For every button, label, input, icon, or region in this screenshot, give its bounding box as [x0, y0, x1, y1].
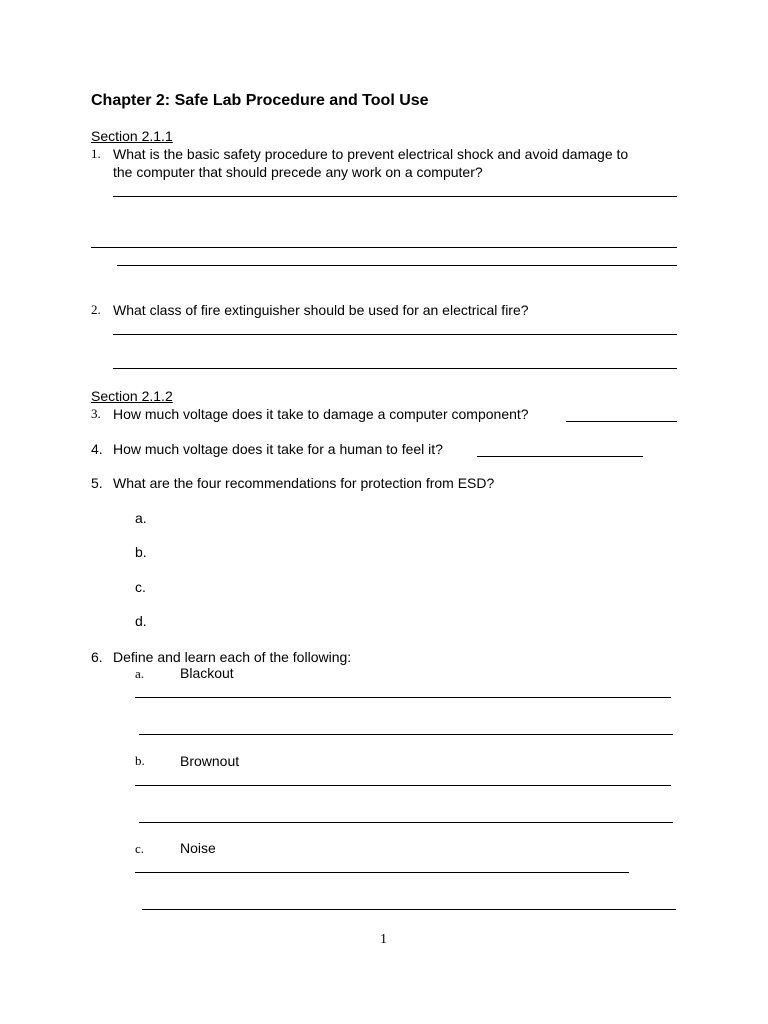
question-text: What is the basic safety procedure to prevent electrical shock and avoid damage to [113, 146, 629, 162]
answer-line[interactable] [135, 872, 629, 873]
term-label: Blackout [180, 665, 234, 681]
list-item: d. [135, 613, 147, 629]
section-heading: Section 2.1.1 [91, 128, 173, 144]
answer-line[interactable] [135, 785, 671, 786]
question-number: 4. [91, 441, 103, 457]
answer-line[interactable] [113, 368, 677, 369]
list-item: b. [135, 544, 147, 560]
answer-line[interactable] [139, 822, 673, 823]
question-number: 1. [91, 146, 101, 161]
question-number: 5. [91, 475, 103, 491]
list-item: a. [135, 510, 147, 526]
answer-line[interactable] [117, 265, 677, 266]
question-text: How much voltage does it take for a human to feel it? [113, 441, 443, 457]
answer-line[interactable] [477, 456, 643, 457]
question-text: Define and learn each of the following: [113, 649, 352, 665]
page-title: Chapter 2: Safe Lab Procedure and Tool Use [91, 92, 429, 109]
section-heading: Section 2.1.2 [91, 388, 173, 404]
answer-line[interactable] [113, 196, 677, 197]
term-label: Noise [180, 840, 216, 856]
question-text: What class of fire extinguisher should be used for an electrical fire? [113, 302, 529, 318]
answer-line[interactable] [135, 697, 671, 698]
term-letter: c. [135, 841, 145, 856]
page-number: 1 [380, 932, 387, 947]
answer-line[interactable] [142, 909, 676, 910]
answer-line[interactable] [91, 247, 677, 248]
answer-line[interactable] [566, 421, 677, 422]
question-text: the computer that should precede any work on a computer? [113, 164, 483, 180]
question-number: 3. [91, 406, 101, 421]
term-label: Brownout [180, 753, 240, 769]
question-text: What are the four recommendations for protection from ESD? [113, 475, 495, 491]
question-number: 6. [91, 649, 103, 665]
question-text: How much voltage does it take to damage a computer component? [113, 406, 529, 422]
term-letter: b. [135, 753, 145, 768]
question-number: 2. [91, 302, 101, 317]
answer-line[interactable] [139, 734, 673, 735]
list-item: c. [135, 579, 146, 595]
answer-line[interactable] [113, 334, 677, 335]
term-letter: a. [135, 666, 145, 681]
